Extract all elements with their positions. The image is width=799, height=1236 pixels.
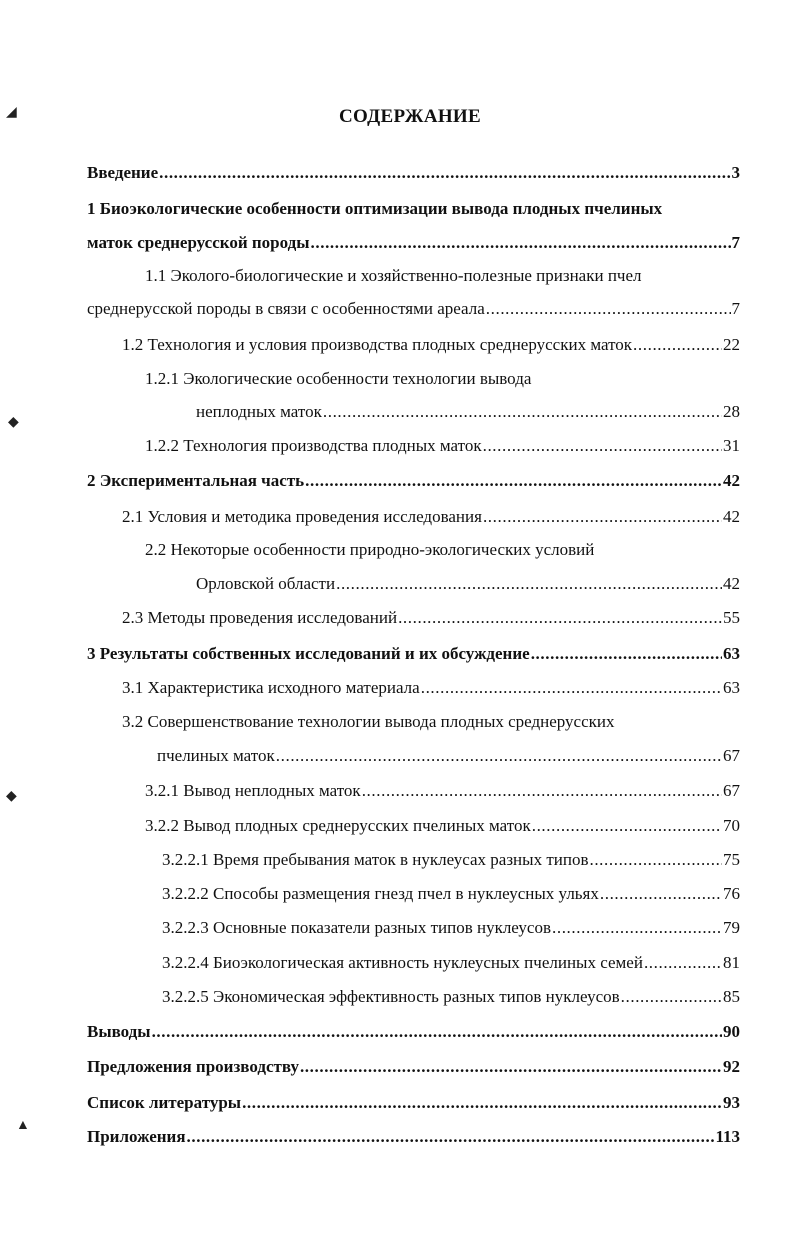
toc-entry-page: 67 xyxy=(723,746,740,765)
toc-entry-page: 42 xyxy=(723,507,740,526)
toc-entry-title-line: 3.2 Совершенствование технологии вывода плодных среднерусских xyxy=(122,712,615,731)
toc-entry xyxy=(122,333,740,357)
toc-entry-title-line: 1 Биоэкологические особенности оптимизации вывода плодных пчелиных xyxy=(87,199,663,218)
toc-entry-page: 22 xyxy=(723,335,740,354)
toc-entry-title-line: 2.2 Некоторые особенности природно-экологических условий xyxy=(145,540,595,559)
toc-entry-title: 1.2.2 Технология производства плодных маток xyxy=(145,436,482,455)
toc-entry-page: 63 xyxy=(723,644,740,663)
toc-entry-title-line: 1.2.1 Экологические особенности технологии вывода xyxy=(145,369,532,388)
toc-entry-title-line: 1.1 Эколого-биологические и хозяйственно-полезные признаки пчел xyxy=(145,266,642,285)
toc-entry xyxy=(162,985,740,1009)
toc-entry xyxy=(162,882,740,906)
toc-leader-dots xyxy=(311,231,731,255)
toc-entry-page: 70 xyxy=(723,816,740,835)
toc-leader-dots xyxy=(362,779,722,803)
toc-leader-dots xyxy=(187,1125,715,1149)
toc-entry-title: 3.2.2.1 Время пребывания маток в нуклеусах разных типов xyxy=(162,850,589,869)
scan-mark-icon: ◢ xyxy=(6,105,17,120)
toc-entry xyxy=(196,572,740,596)
toc-entry-title: Орловской области xyxy=(196,574,336,593)
scan-mark-icon: ◆ xyxy=(6,789,17,804)
toc-entry-title: Приложения xyxy=(87,1127,186,1146)
toc-entry-page: 7 xyxy=(731,299,740,318)
toc-leader-dots xyxy=(242,1091,722,1115)
toc-leader-dots xyxy=(600,882,722,906)
toc-entry-page: 7 xyxy=(731,233,740,252)
toc-leader-dots xyxy=(323,400,722,424)
toc-entry-page: 63 xyxy=(723,678,740,697)
toc-entry xyxy=(145,779,740,803)
toc-leader-dots xyxy=(633,333,722,357)
toc-entry-title: неплодных маток xyxy=(196,402,322,421)
toc-entry-page: 67 xyxy=(723,781,740,800)
toc-entry xyxy=(162,916,740,940)
toc-entry-page: 3 xyxy=(731,163,740,182)
toc-entry-page: 42 xyxy=(723,574,740,593)
toc-leader-dots xyxy=(532,814,722,838)
toc-entry-title: 3.2.2.3 Основные показатели разных типов нуклеусов xyxy=(162,918,551,937)
toc-entry-page: 75 xyxy=(723,850,740,869)
toc-entry-title: Выводы xyxy=(87,1022,151,1041)
toc-leader-dots xyxy=(483,505,722,529)
toc-leader-dots xyxy=(159,161,730,185)
toc-entry-title: 3 Результаты собственных исследований и их обсуждение xyxy=(87,644,530,663)
toc-entry xyxy=(87,1020,740,1044)
toc-entry-page: 90 xyxy=(723,1022,740,1041)
toc-entry xyxy=(145,434,740,458)
toc-entry-page: 76 xyxy=(723,884,740,903)
toc-entry xyxy=(87,1125,740,1149)
toc-entry-page: 55 xyxy=(723,608,740,627)
scan-mark-icon: ◆ xyxy=(8,415,19,430)
scan-mark-icon: ▲ xyxy=(16,1118,30,1133)
toc-entry-page: 92 xyxy=(723,1057,740,1076)
toc-leader-dots xyxy=(152,1020,722,1044)
toc-entry-title: среднерусской породы в связи с особенностями ареала xyxy=(87,299,485,318)
toc-entry xyxy=(87,642,740,666)
toc-entry-page: 28 xyxy=(723,402,740,421)
toc-leader-dots xyxy=(552,916,722,940)
toc-entry xyxy=(196,400,740,424)
toc-entry-page: 79 xyxy=(723,918,740,937)
toc-leader-dots xyxy=(621,985,722,1009)
toc-entry xyxy=(87,161,740,185)
toc-entry-page: 93 xyxy=(723,1093,740,1112)
toc-leader-dots xyxy=(300,1055,722,1079)
toc-leader-dots xyxy=(336,572,722,596)
toc-entry xyxy=(87,1091,740,1115)
toc-entry-title: Список литературы xyxy=(87,1093,242,1112)
toc-entry-page: 113 xyxy=(715,1127,740,1146)
toc-entry xyxy=(122,606,740,630)
toc-entry-title: маток среднерусской породы xyxy=(87,233,310,252)
toc-entry-page: 81 xyxy=(723,953,740,972)
page-title: СОДЕРЖАНИЕ xyxy=(339,106,481,127)
toc-entry xyxy=(87,231,740,255)
toc-leader-dots xyxy=(644,951,722,975)
toc-entry-title: 3.2.2.2 Способы размещения гнезд пчел в нуклеусных ульях xyxy=(162,884,599,903)
toc-leader-dots xyxy=(398,606,722,630)
toc-entry xyxy=(122,676,740,700)
toc-entry xyxy=(145,814,740,838)
toc-entry-title: 1.2 Технология и условия производства плодных среднерусских маток xyxy=(122,335,633,354)
toc-entry xyxy=(122,505,740,529)
toc-entry-title: Введение xyxy=(87,163,159,182)
toc-entry-page: 42 xyxy=(723,471,740,490)
toc-leader-dots xyxy=(589,848,722,872)
toc-leader-dots xyxy=(421,676,722,700)
toc-entry-title: 3.2.2.5 Экономическая эффективность разных типов нуклеусов xyxy=(162,987,620,1006)
toc-leader-dots xyxy=(305,469,722,493)
toc-entry-title: 2 Экспериментальная часть xyxy=(87,471,305,490)
toc-entry xyxy=(87,469,740,493)
toc-entry xyxy=(162,951,740,975)
toc-entry xyxy=(157,744,740,768)
toc-entry-title: 2.1 Условия и методика проведения исследования xyxy=(122,507,482,526)
toc-entry-title: 3.2.2 Вывод плодных среднерусских пчелиных маток xyxy=(145,816,531,835)
toc-leader-dots xyxy=(483,434,722,458)
toc-entry-title: 3.2.1 Вывод неплодных маток xyxy=(145,781,361,800)
toc-entry-title: 3.1 Характеристика исходного материала xyxy=(122,678,420,697)
toc-entry xyxy=(87,297,740,321)
toc-entry-title: 2.3 Методы проведения исследований xyxy=(122,608,398,627)
toc-entry xyxy=(162,848,740,872)
toc-leader-dots xyxy=(531,642,722,666)
toc-entry-title: пчелиных маток xyxy=(157,746,275,765)
toc-entry-title: 3.2.2.4 Биоэкологическая активность нуклеусных пчелиных семей xyxy=(162,953,643,972)
toc-entry-title: Предложения производству xyxy=(87,1057,299,1076)
toc-entry xyxy=(87,1055,740,1079)
toc-leader-dots xyxy=(276,744,722,768)
toc-leader-dots xyxy=(486,297,731,321)
toc-entry-page: 85 xyxy=(723,987,740,1006)
toc-entry-page: 31 xyxy=(723,436,740,455)
